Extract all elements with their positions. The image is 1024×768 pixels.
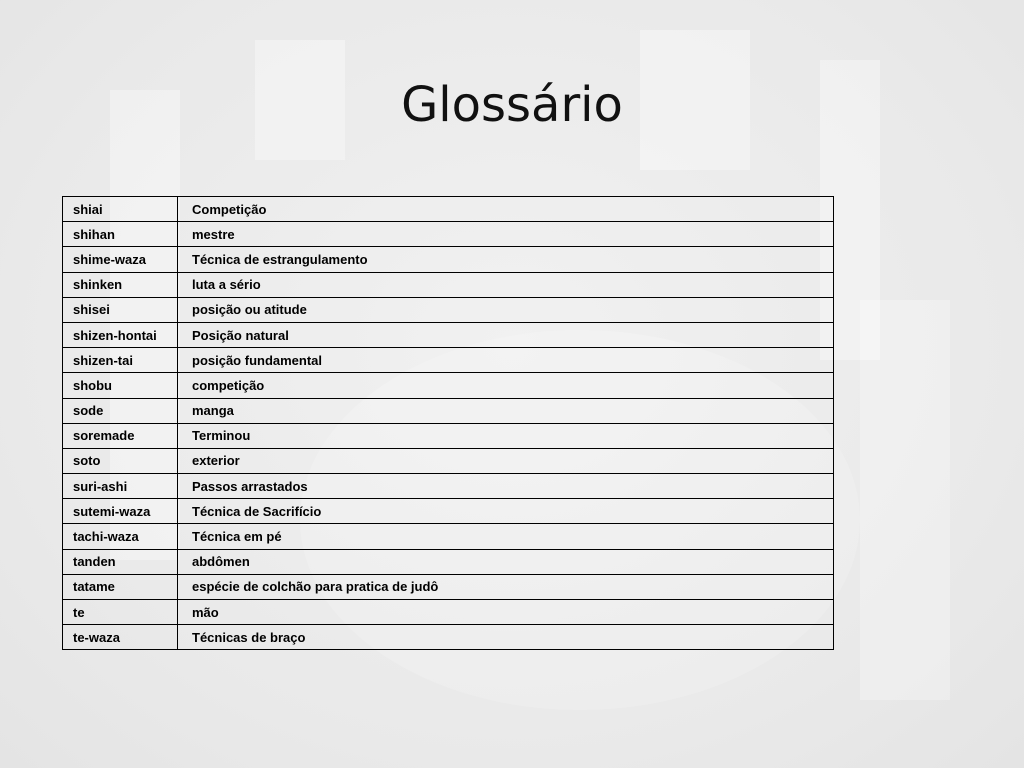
glossary-definition: manga	[178, 398, 834, 423]
table-row	[63, 448, 834, 473]
glossary-term: sode	[63, 398, 178, 423]
glossary-definition: Técnica em pé	[178, 524, 834, 549]
table-row	[63, 247, 834, 272]
glossary-definition: Passos arrastados	[178, 474, 834, 499]
glossary-term: shime-waza	[63, 247, 178, 272]
glossary-definition: Posição natural	[178, 322, 834, 347]
table-row	[63, 297, 834, 322]
table-row	[63, 197, 834, 222]
table-row	[63, 625, 834, 650]
glossary-term: shisei	[63, 297, 178, 322]
glossary-definition: Competição	[178, 197, 834, 222]
glossary-definition: Técnica de Sacrifício	[178, 499, 834, 524]
glossary-definition: posição ou atitude	[178, 297, 834, 322]
glossary-definition: posição fundamental	[178, 348, 834, 373]
glossary-definition: espécie de colchão para pratica de judô	[178, 574, 834, 599]
table-row	[63, 373, 834, 398]
glossary-term: tatame	[63, 574, 178, 599]
watermark-shape	[860, 300, 950, 700]
glossary-definition: Técnica de estrangulamento	[178, 247, 834, 272]
glossary-definition: mestre	[178, 222, 834, 247]
glossary-table	[62, 196, 834, 650]
glossary-term: shihan	[63, 222, 178, 247]
glossary-definition: luta a sério	[178, 272, 834, 297]
glossary-term: tanden	[63, 549, 178, 574]
glossary-term: te	[63, 600, 178, 625]
table-row	[63, 549, 834, 574]
glossary-term: shizen-tai	[63, 348, 178, 373]
table-row	[63, 272, 834, 297]
table-row	[63, 474, 834, 499]
glossary-definition: competição	[178, 373, 834, 398]
glossary-definition: mão	[178, 600, 834, 625]
glossary-term: tachi-waza	[63, 524, 178, 549]
table-row	[63, 499, 834, 524]
glossary-term: shizen-hontai	[63, 322, 178, 347]
table-row	[63, 524, 834, 549]
glossary-table-body	[63, 197, 834, 650]
table-row	[63, 398, 834, 423]
glossary-term: te-waza	[63, 625, 178, 650]
slide-title: Glossário	[401, 77, 623, 133]
glossary-term: soremade	[63, 423, 178, 448]
glossary-definition: Terminou	[178, 423, 834, 448]
table-row	[63, 222, 834, 247]
table-row	[63, 600, 834, 625]
glossary-definition: Técnicas de braço	[178, 625, 834, 650]
glossary-term: soto	[63, 448, 178, 473]
table-row	[63, 348, 834, 373]
glossary-term: shinken	[63, 272, 178, 297]
table-row	[63, 322, 834, 347]
table-row	[63, 423, 834, 448]
glossary-definition: abdômen	[178, 549, 834, 574]
glossary-term: sutemi-waza	[63, 499, 178, 524]
glossary-term: suri-ashi	[63, 474, 178, 499]
glossary-definition: exterior	[178, 448, 834, 473]
table-row	[63, 574, 834, 599]
glossary-term: shiai	[63, 197, 178, 222]
glossary-term: shobu	[63, 373, 178, 398]
